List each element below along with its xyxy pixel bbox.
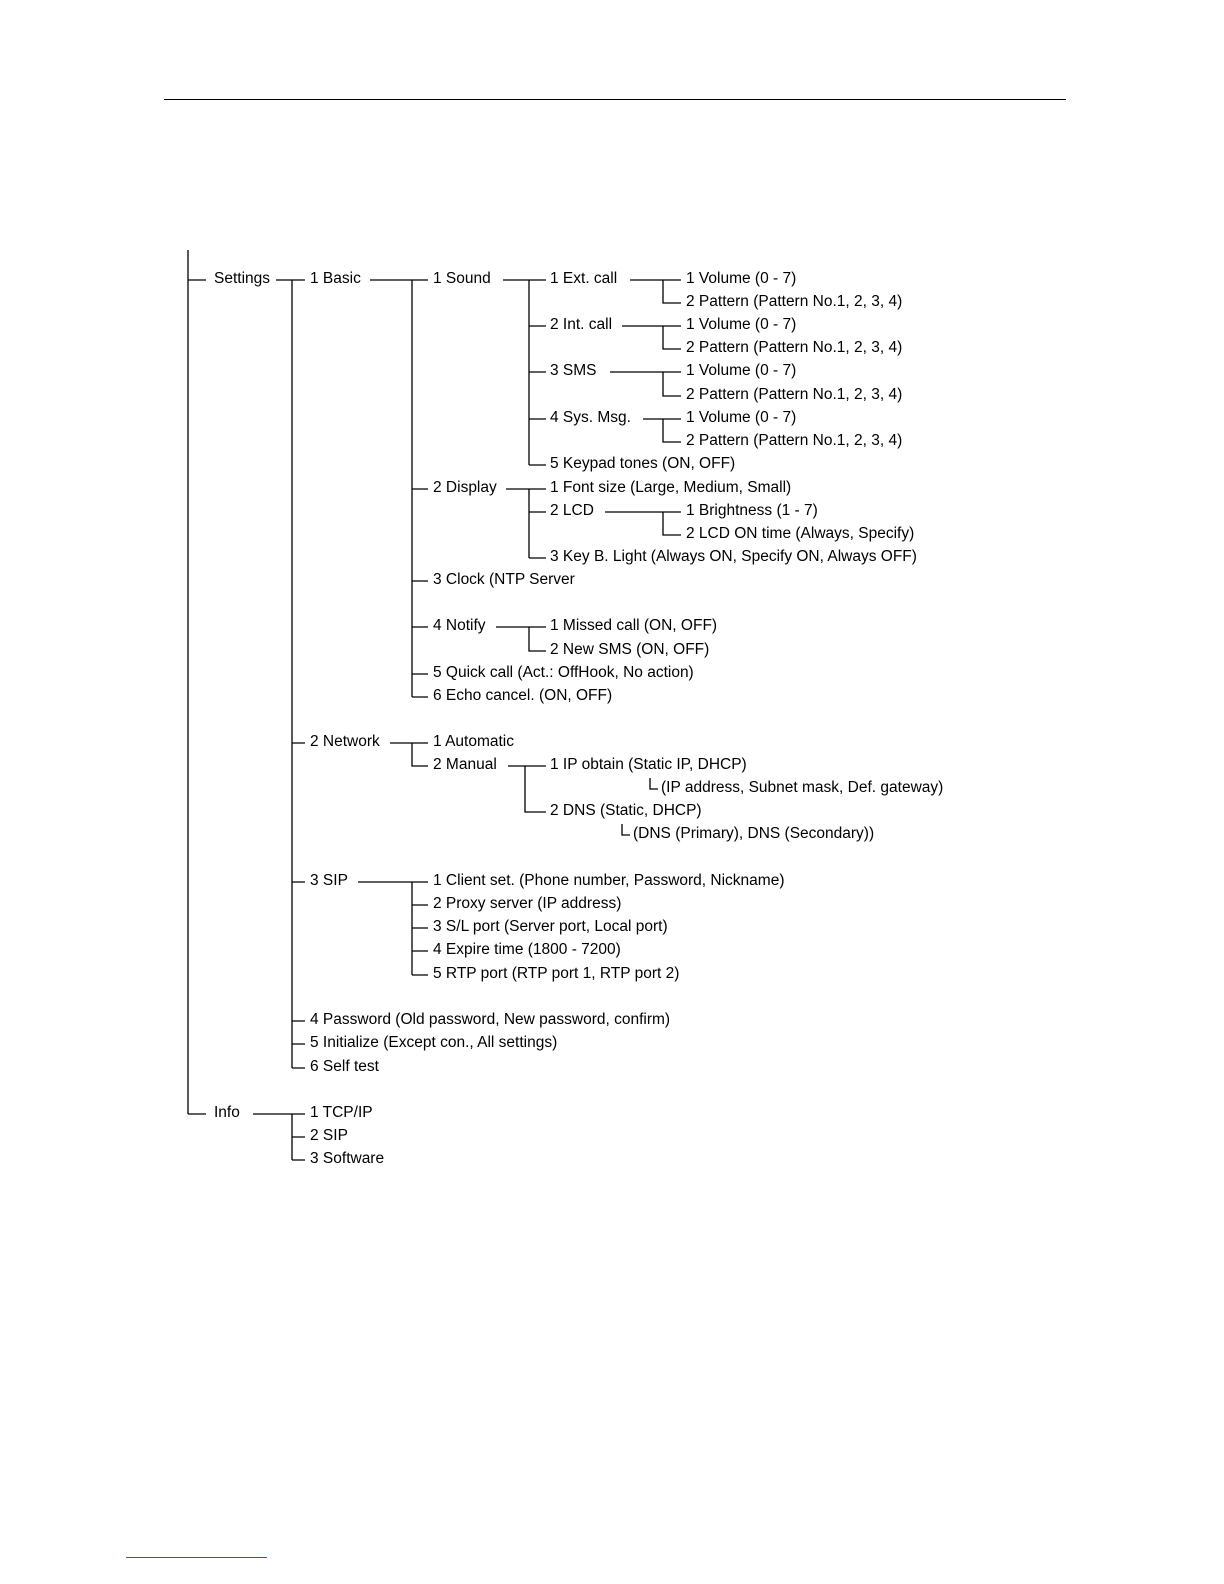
connector-root <box>188 250 206 1114</box>
node-ip-obtain: 1 IP obtain (Static IP, DHCP) <box>550 756 747 773</box>
connector-ip-detail <box>650 778 658 789</box>
node-software: 3 Software <box>310 1150 385 1167</box>
connector-manual <box>508 766 546 812</box>
node-ext-volume: 1 Volume (0 - 7) <box>686 270 797 287</box>
node-ext-call: 1 Ext. call <box>550 270 618 287</box>
connector-sip <box>358 882 428 975</box>
node-expire-time: 4 Expire time (1800 - 7200) <box>433 941 621 958</box>
node-int-call: 2 Int. call <box>550 316 613 333</box>
node-ext-pattern: 2 Pattern (Pattern No.1, 2, 3, 4) <box>686 293 903 310</box>
node-int-pattern: 2 Pattern (Pattern No.1, 2, 3, 4) <box>686 339 903 356</box>
node-sound: 1 Sound <box>433 270 491 287</box>
node-sms-pattern: 2 Pattern (Pattern No.1, 2, 3, 4) <box>686 386 903 403</box>
node-proxy-server: 2 Proxy server (IP address) <box>433 895 622 912</box>
node-dns: 2 DNS (Static, DHCP) <box>550 802 702 819</box>
node-automatic: 1 Automatic <box>433 733 514 750</box>
node-tcpip: 1 TCP/IP <box>310 1104 373 1121</box>
connector-display <box>506 489 546 558</box>
connector-dns-detail <box>622 824 630 835</box>
connector-network <box>390 743 428 766</box>
node-brightness: 1 Brightness (1 - 7) <box>686 502 818 519</box>
node-settings: Settings <box>214 270 271 287</box>
node-quick-call: 5 Quick call (Act.: OffHook, No action) <box>433 664 694 681</box>
connector-ext-call <box>630 280 681 303</box>
node-echo-cancel: 6 Echo cancel. (ON, OFF) <box>433 687 613 704</box>
node-lcd: 2 LCD <box>550 502 594 519</box>
connector-basic <box>370 280 428 697</box>
connector-notify <box>496 627 546 651</box>
node-dns-detail: (DNS (Primary), DNS (Secondary)) <box>633 825 875 842</box>
node-display: 2 Display <box>433 479 497 496</box>
connector-sys-msg <box>643 419 681 442</box>
node-missed-call: 1 Missed call (ON, OFF) <box>550 617 718 634</box>
node-rtp-port: 5 RTP port (RTP port 1, RTP port 2) <box>433 965 680 982</box>
footer-link-underline[interactable] <box>126 1557 267 1558</box>
node-key-light: 3 Key B. Light (Always ON, Specify ON, Always OFF) <box>550 548 917 565</box>
node-basic: 1 Basic <box>310 270 361 287</box>
node-sms-volume: 1 Volume (0 - 7) <box>686 362 797 379</box>
node-int-volume: 1 Volume (0 - 7) <box>686 316 797 333</box>
node-self-test: 6 Self test <box>310 1058 379 1075</box>
connector-info <box>253 1114 305 1160</box>
node-sl-port: 3 S/L port (Server port, Local port) <box>433 918 668 935</box>
connector-sound <box>503 280 546 465</box>
node-sms: 3 SMS <box>550 362 597 379</box>
connector-int-call <box>622 326 681 349</box>
node-sys-msg: 4 Sys. Msg. <box>550 409 631 426</box>
node-network: 2 Network <box>310 733 380 750</box>
node-info-sip: 2 SIP <box>310 1127 348 1144</box>
node-keypad-tones: 5 Keypad tones (ON, OFF) <box>550 455 736 472</box>
node-sys-volume: 1 Volume (0 - 7) <box>686 409 797 426</box>
node-sys-pattern: 2 Pattern (Pattern No.1, 2, 3, 4) <box>686 432 903 449</box>
node-new-sms: 2 New SMS (ON, OFF) <box>550 641 710 658</box>
connector-sms <box>610 372 681 396</box>
node-initialize: 5 Initialize (Except con., All settings) <box>310 1034 558 1051</box>
connector-settings <box>276 280 305 1068</box>
node-password: 4 Password (Old password, New password, confirm) <box>310 1011 671 1028</box>
node-info: Info <box>214 1104 240 1121</box>
node-sip: 3 SIP <box>310 872 348 889</box>
node-font-size: 1 Font size (Large, Medium, Small) <box>550 479 792 496</box>
node-notify: 4 Notify <box>433 617 486 634</box>
node-lcd-on-time: 2 LCD ON time (Always, Specify) <box>686 525 915 542</box>
node-clock: 3 Clock (NTP Server <box>433 571 575 588</box>
node-manual: 2 Manual <box>433 756 497 773</box>
connector-lcd <box>605 512 681 535</box>
node-ip-detail: (IP address, Subnet mask, Def. gateway) <box>661 779 944 796</box>
node-client-set: 1 Client set. (Phone number, Password, Nickname) <box>433 872 785 889</box>
